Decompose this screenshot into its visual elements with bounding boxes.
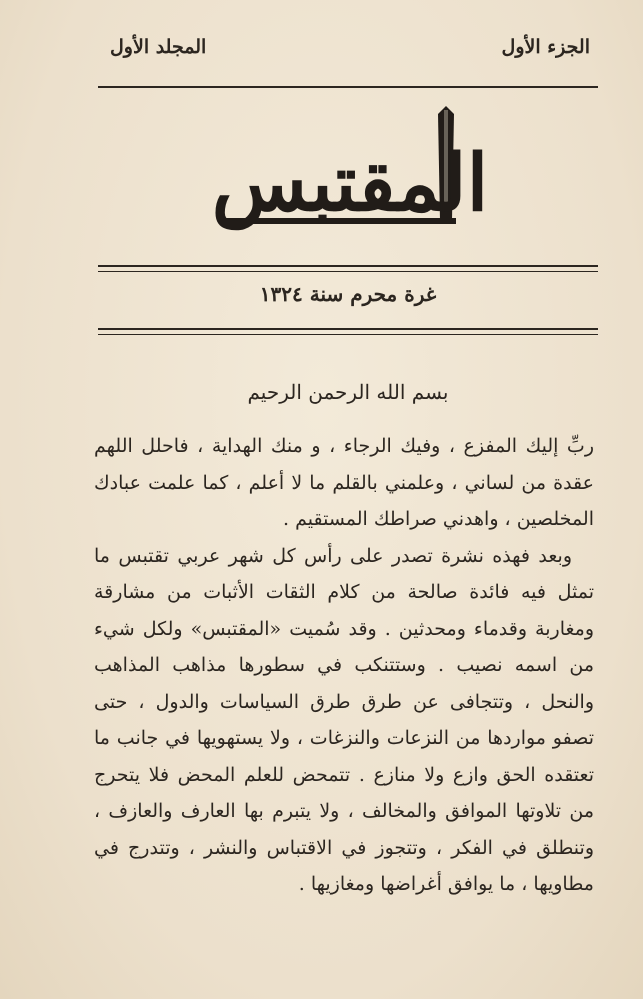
- header-rule: [98, 86, 598, 88]
- masthead-rule-top: [98, 265, 598, 267]
- paragraph-invocation: ربِّ إليك المفزع ، وفيك الرجاء ، و منك الهداية ، فاحلل اللهم عقدة من لساني ، وعلمني بالقلم ما لا أعلم ، كما علمت عبادك المخلصين ، واهدني صراطك المستقيم .: [94, 435, 594, 530]
- masthead-logo: [200, 100, 500, 250]
- running-header: [110, 36, 590, 70]
- masthead-rule-bottom: [98, 271, 598, 272]
- masthead-title: المقتبس: [211, 138, 489, 229]
- basmala: بسم الله الرحمن الرحيم: [247, 380, 449, 404]
- date-rule-bottom: [98, 334, 598, 335]
- article-body: [94, 428, 594, 903]
- date-rule-top: [98, 328, 598, 330]
- issue-date: غرة محرم سنة ١٣٢٤: [259, 282, 437, 306]
- paragraph-introduction: وبعد فهذه نشرة تصدر على رأس كل شهر عربي تقتبس ما تمثل فيه فائدة صالحة من كلام الثقات الأثبات من مشارقة ومغاربة وقدماء ومحدثين . وقد سُميت «المقتبس» ولكل شيء من اسمه نصيب . وستتنكب في سطورها مذاهب المذاهب والنحل ، وتتجافى عن طرق طرق السياسات والدول ، حتى تصفو مواردها من النزعات والنزغات ، ولا يستهويها في جانب ما تعتقده الحق وازع ولا منازع . تتمحض للعلم المحض فلا يتحرج من تلاوتها الموافق والمخالف ، ولا يتبرم بها العارف والعازف ، وتنطلق في الفكر ، وتتجوز في الاقتباس والنشر ، وتتدرج في مطاويها ، ما يوافق أغراضها ومغازيها .: [94, 544, 594, 895]
- header-part: الجزء الأول: [501, 36, 590, 58]
- header-volume: المجلد الأول: [110, 36, 207, 58]
